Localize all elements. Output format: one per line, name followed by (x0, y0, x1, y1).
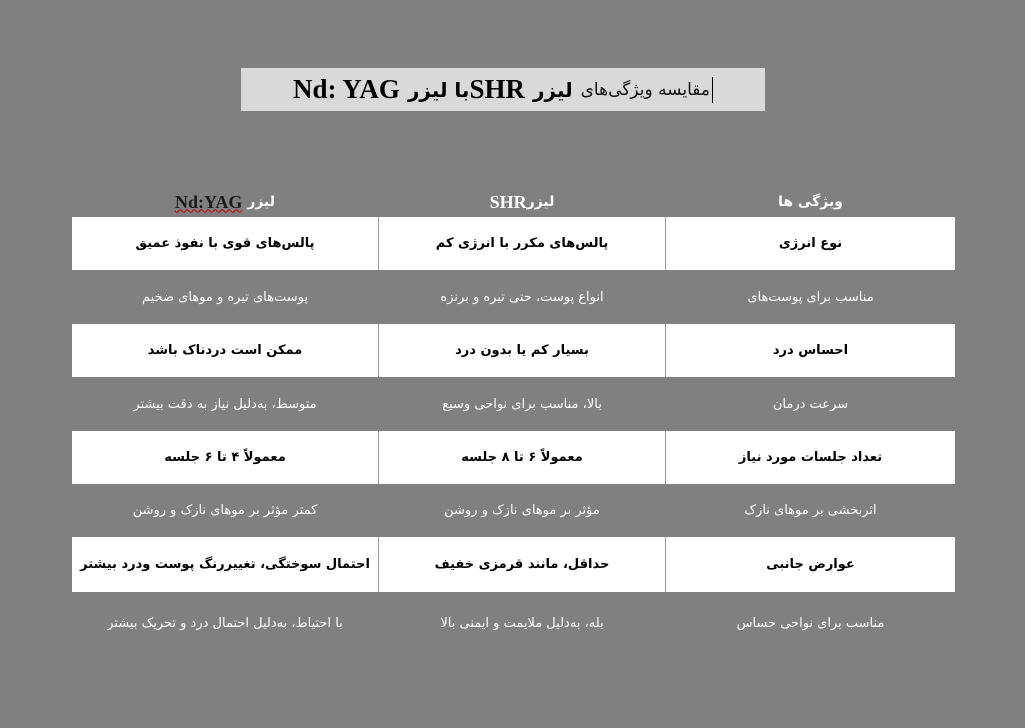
title-part-5: Nd: YAG (293, 74, 400, 104)
cell-shr: بالا، مناسب برای نواحی وسیع (442, 396, 602, 412)
header-ndyag (72, 188, 378, 216)
cell-feature: مناسب برای پوست‌های (747, 289, 874, 305)
cell-shr: معمولاً ۶ تا ۸ جلسه (378, 431, 666, 484)
header-ndyag-latin: Nd:YAG (175, 191, 243, 212)
table-row (72, 377, 955, 431)
header-shr-latin: SHR (489, 191, 527, 212)
comparison-table (72, 217, 955, 654)
cell-ndyag: ممکن است دردناک باشد (147, 343, 303, 358)
cell-feature: تعداد جلسات مورد نیاز (738, 450, 883, 465)
header-feature-label: ویژگی ها (778, 194, 843, 210)
title-part-3: SHR (469, 74, 525, 104)
cell-shr: بله، به‌دلیل ملایمت و ایمنی بالا (440, 615, 604, 631)
cell-ndyag: پوست‌های تیره و موهای ضخیم (142, 289, 308, 305)
header-shr-word: لیزر (526, 194, 555, 210)
cell-shr: بسیار کم یا بدون درد (378, 324, 666, 377)
cell-feature: سرعت درمان (772, 396, 849, 412)
page-title (241, 68, 765, 111)
cell-shr: مؤثر بر موهای نازک و روشن (444, 503, 600, 518)
header-ndyag-word: لیزر (247, 194, 275, 210)
cell-shr: پالس‌های مکرر با انرژی کم (378, 217, 666, 270)
cell-feature: احساس درد (772, 343, 849, 358)
cell-ndyag: احتمال سوختگی، تغییررنگ پوست ودرد بیشتر (80, 557, 370, 572)
cell-ndyag: معمولاً ۴ تا ۶ جلسه (164, 450, 286, 465)
cell-feature: نوع انرژی (778, 236, 843, 251)
text-cursor (712, 77, 713, 103)
cell-ndyag: با احتیاط، به‌دلیل احتمال درد و تحریک بیشتر (107, 615, 343, 631)
table-row (72, 324, 955, 377)
cell-shr: انواع پوست، حتی تیره و برنزه (440, 289, 604, 305)
table-row (72, 592, 955, 654)
cell-shr: حداقل، مانند قرمزی خفیف (378, 537, 666, 592)
cell-ndyag: متوسط، به‌دلیل نیاز به دقت بیشتر (133, 396, 317, 412)
title-part-4: با لیزر (407, 77, 470, 102)
cell-ndyag: کمتر مؤثر بر موهای نازک و روشن (132, 503, 318, 518)
header-feature (666, 188, 955, 216)
header-shr (378, 188, 666, 216)
cell-feature: اثربخشی بر موهای نازک (744, 503, 877, 518)
title-part-2: لیزر (532, 77, 573, 102)
title-part-1: مقایسه ویژگی‌های (580, 79, 710, 100)
cell-feature: عوارض جانبی (766, 557, 855, 572)
table-row (72, 217, 955, 270)
table-header (72, 188, 955, 216)
table-row (72, 431, 955, 484)
cell-feature: مناسب برای نواحی حساس (736, 615, 885, 631)
cell-ndyag: پالس‌های قوی با نفوذ عمیق (135, 236, 315, 251)
table-row (72, 484, 955, 537)
table-row (72, 270, 955, 324)
table-row (72, 537, 955, 592)
